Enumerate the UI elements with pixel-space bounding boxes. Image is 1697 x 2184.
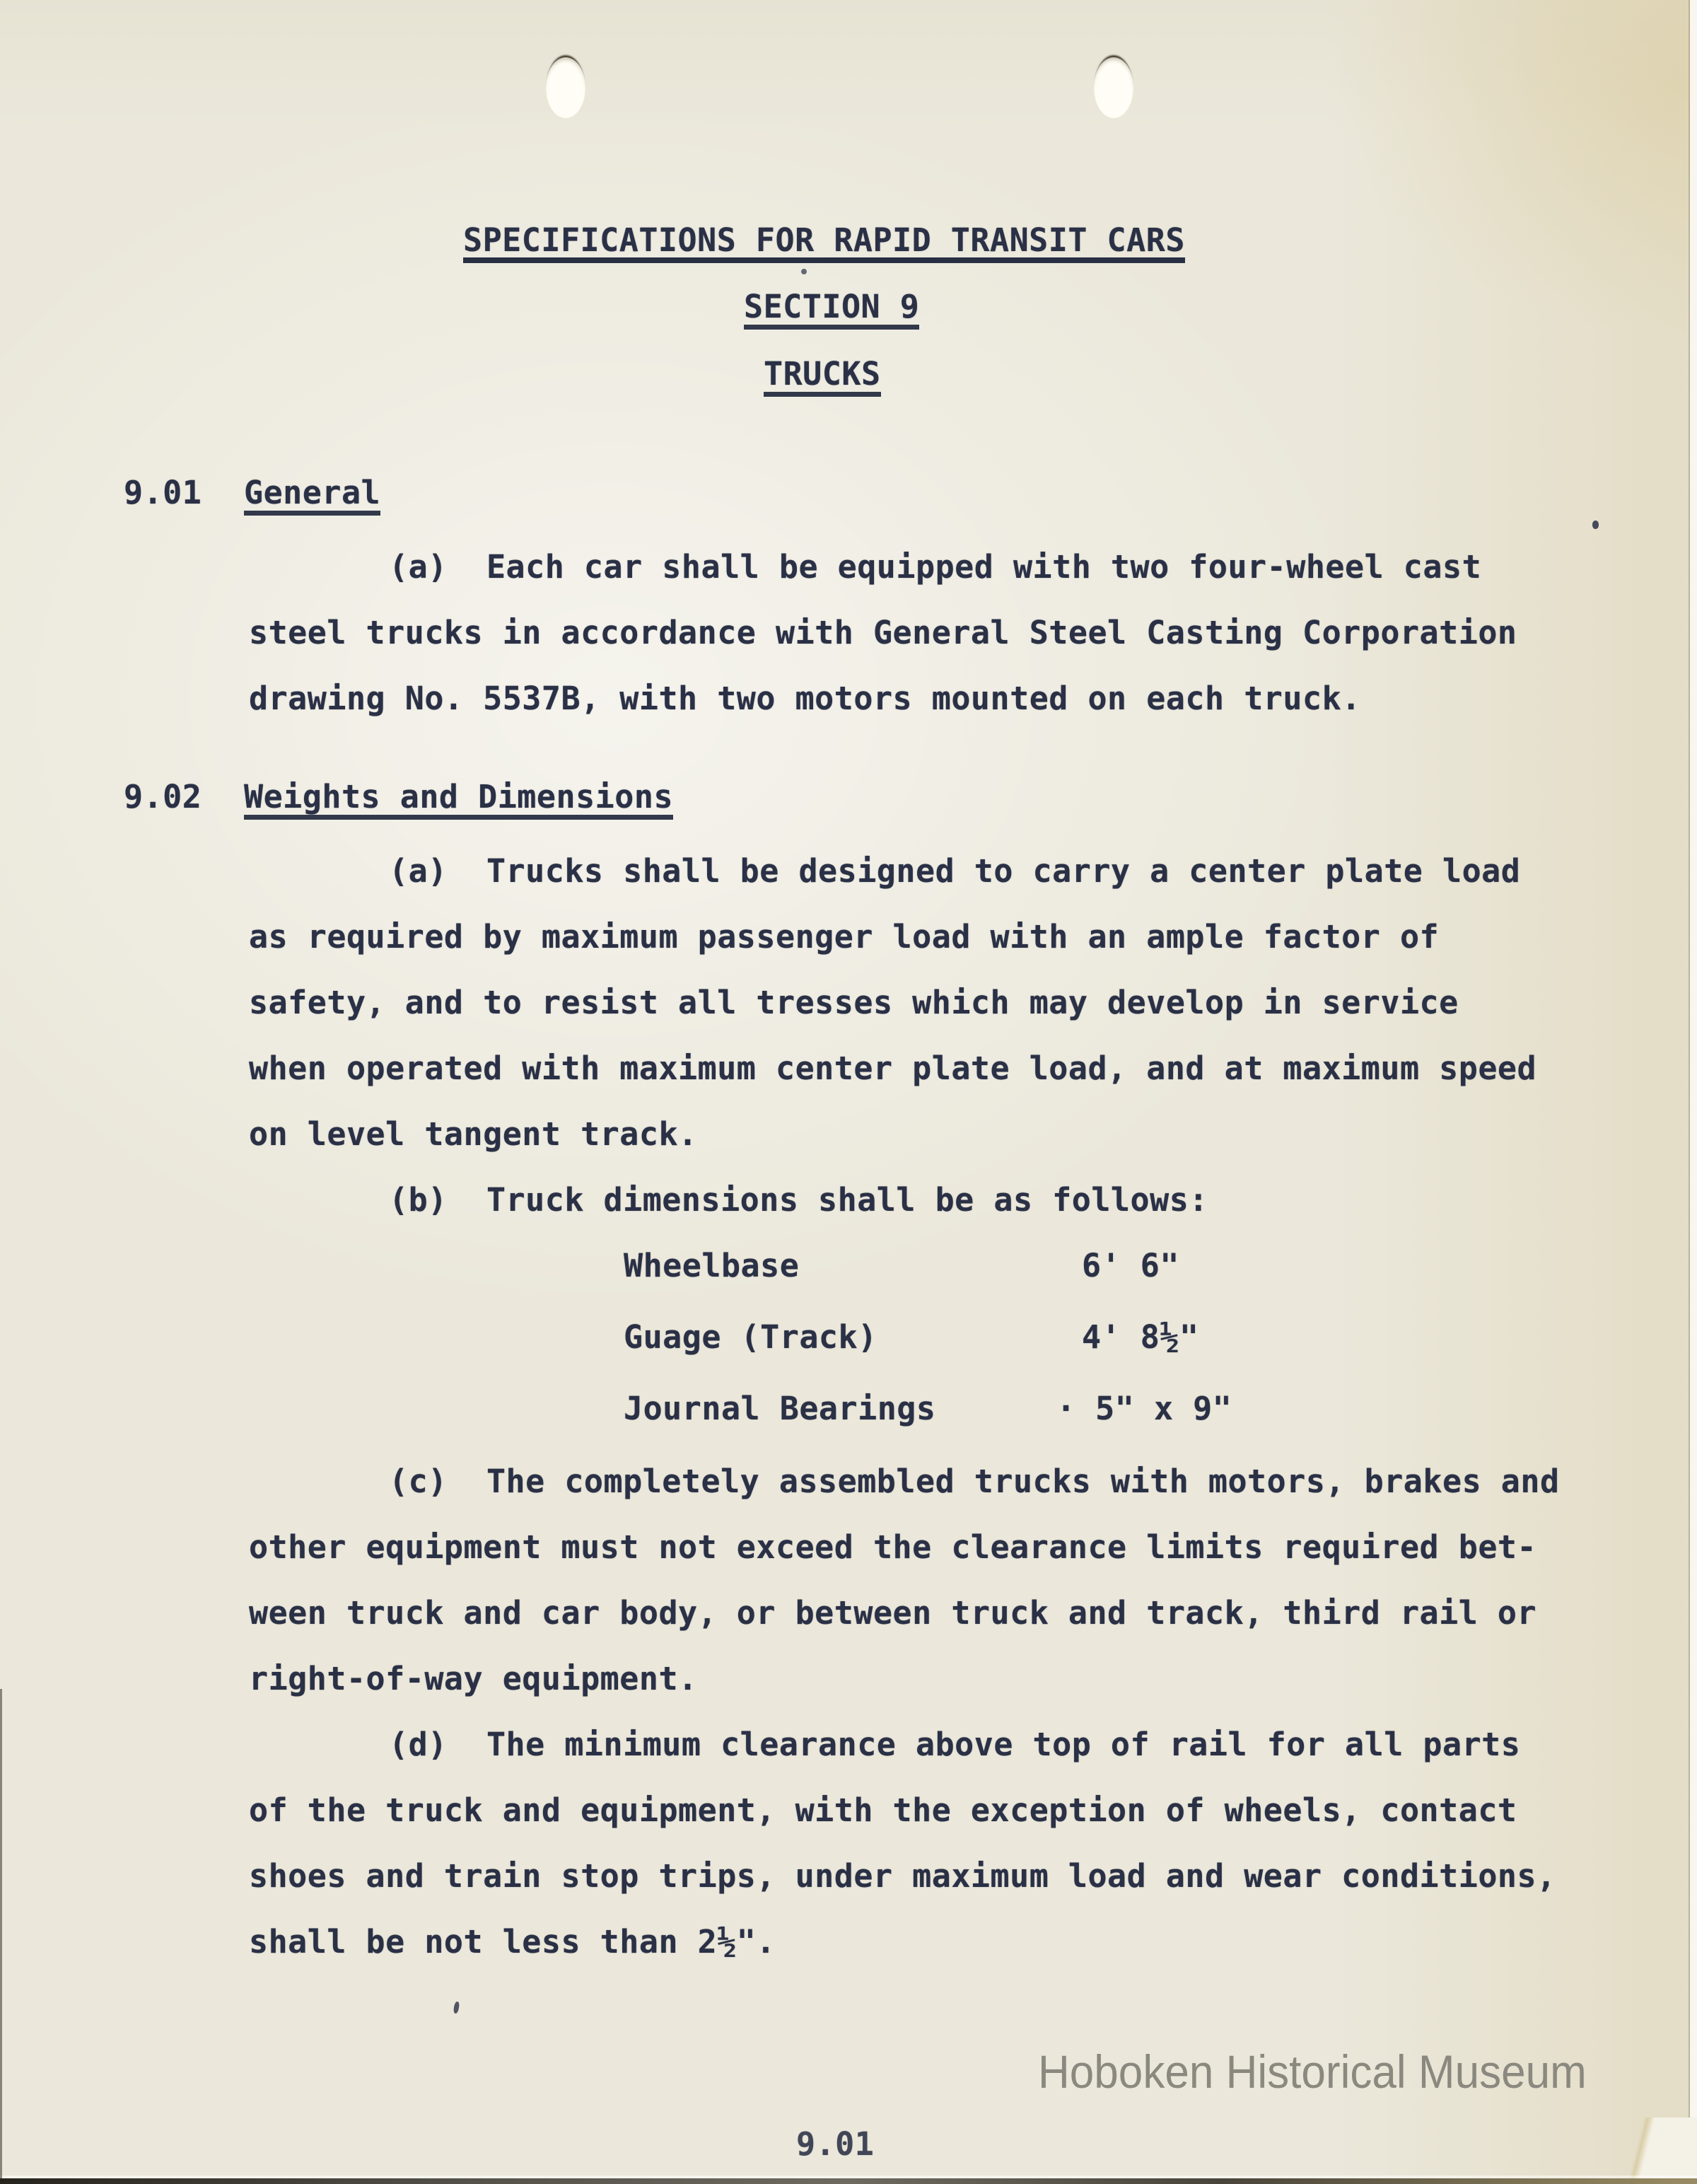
page-edge-right bbox=[1690, 0, 1697, 2184]
doc-section-heading: SECTION 9 bbox=[744, 291, 919, 330]
paragraph-line: (b) Truck dimensions shall be as follows: bbox=[389, 1181, 1208, 1219]
paragraph-line: (a) Each car shall be equipped with two four-wheel cast bbox=[389, 548, 1482, 586]
paragraph-line: drawing No. 5537B, with two motors mounted on each truck. bbox=[249, 680, 1361, 717]
paragraph-line: steel trucks in accordance with General Steel Casting Corporation bbox=[249, 614, 1517, 651]
paragraph-line: of the truck and equipment, with the exception of wheels, contact bbox=[249, 1791, 1517, 1829]
dimension-value: 6' 6" bbox=[1082, 1247, 1179, 1284]
paragraph-line: other equipment must not exceed the clearance limits required bet- bbox=[249, 1528, 1537, 1566]
dimension-value: 4' 8½" bbox=[1082, 1318, 1199, 1356]
paragraph-line: (a) Trucks shall be designed to carry a center plate load bbox=[389, 852, 1521, 890]
paragraph-line: shoes and train stop trips, under maximum load and wear conditions, bbox=[249, 1857, 1556, 1895]
paragraph-line: shall be not less than 2½". bbox=[249, 1923, 776, 1961]
section-number: 9.02 bbox=[124, 778, 202, 815]
paragraph-line: (c) The completely assembled trucks with motors, brakes and bbox=[389, 1463, 1560, 1500]
section-heading: Weights and Dimensions bbox=[244, 782, 673, 820]
paragraph-line: on level tangent track. bbox=[249, 1115, 698, 1153]
dimension-label: Guage (Track) bbox=[624, 1318, 877, 1356]
paragraph-line: right-of-way equipment. bbox=[249, 1660, 698, 1697]
page-edge-left bbox=[0, 1689, 2, 2184]
page-number: 9.01 bbox=[796, 2125, 875, 2163]
paragraph-line: when operated with maximum center plate load, and at maximum speed bbox=[249, 1050, 1537, 1087]
doc-title: SPECIFICATIONS FOR RAPID TRANSIT CARS bbox=[463, 225, 1185, 263]
paragraph-line: ween truck and car body, or between truck and track, third rail or bbox=[249, 1594, 1537, 1632]
paragraph-line: (d) The minimum clearance above top of rail for all parts bbox=[389, 1726, 1521, 1763]
paragraph-line: as required by maximum passenger load with an ample factor of bbox=[249, 918, 1440, 956]
hole-punch-right bbox=[1094, 57, 1133, 118]
doc-subject-heading: TRUCKS bbox=[764, 359, 881, 397]
ink-speck bbox=[453, 2002, 460, 2014]
dimension-label: Wheelbase bbox=[624, 1247, 800, 1284]
page-edge-bottom bbox=[0, 2178, 1697, 2184]
watermark: Hoboken Historical Museum bbox=[1038, 2045, 1587, 2098]
section-number: 9.01 bbox=[124, 474, 202, 511]
dimension-value: · 5" x 9" bbox=[1056, 1390, 1232, 1427]
ink-speck bbox=[1592, 521, 1599, 529]
hole-punch-left bbox=[546, 57, 585, 118]
section-heading: General bbox=[244, 477, 380, 516]
page-corner-bottom-right bbox=[1570, 2118, 1697, 2178]
dimension-label: Journal Bearings bbox=[624, 1390, 936, 1427]
paragraph-line: safety, and to resist all tresses which may develop in service bbox=[249, 984, 1459, 1021]
ink-speck bbox=[801, 269, 807, 274]
